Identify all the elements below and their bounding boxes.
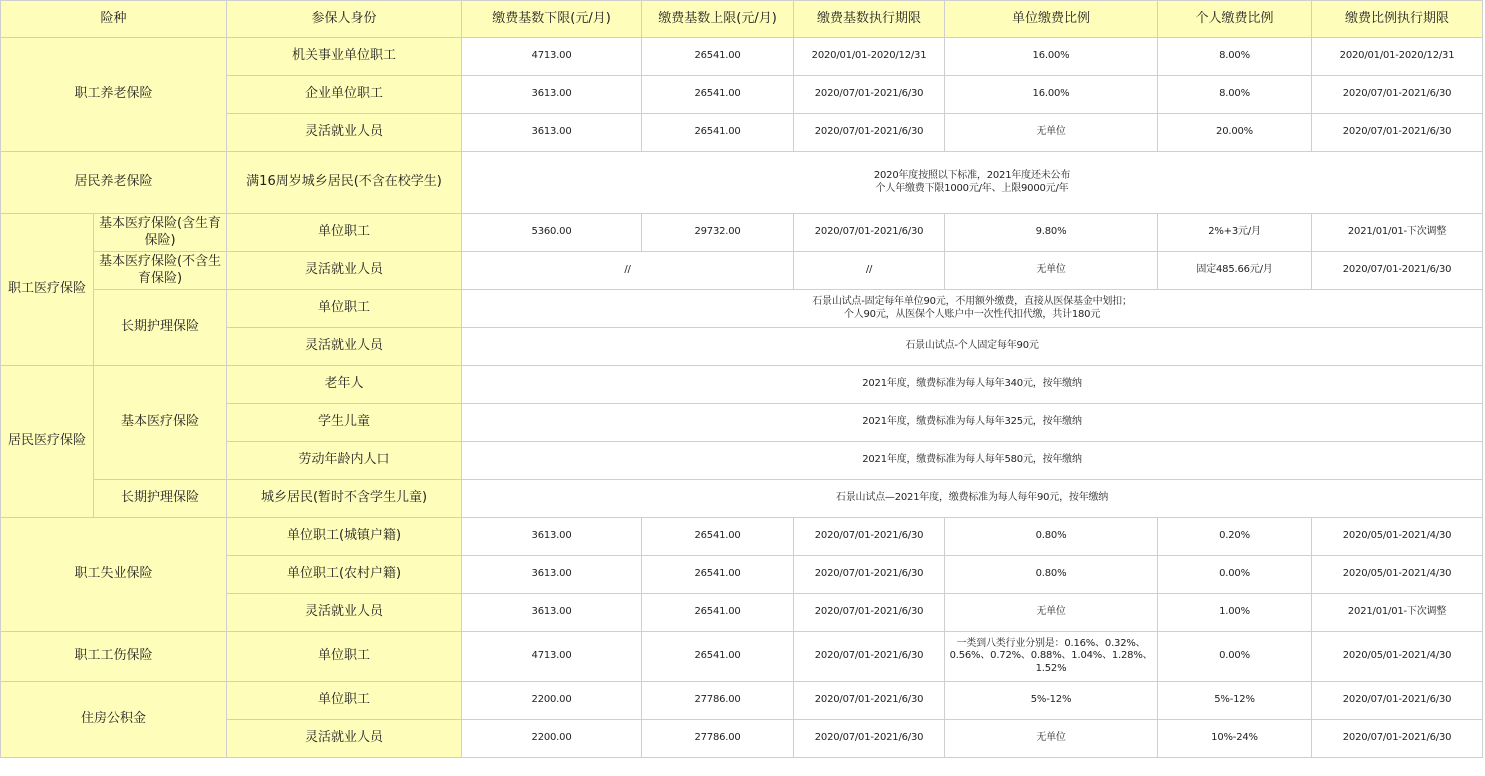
header-employer-rate: 单位缴费比例 (945, 1, 1158, 38)
identity-cell: 城乡居民(暂时不含学生儿童) (227, 480, 462, 518)
base-min-cell: 5360.00 (462, 214, 642, 252)
base-period-cell: // (794, 252, 945, 290)
personal-rate-cell: 0.00% (1158, 632, 1312, 682)
base-period-cell: 2020/01/01-2020/12/31 (794, 38, 945, 76)
employer-rate-cell: 无单位 (945, 114, 1158, 152)
identity-cell: 单位职工 (227, 290, 462, 328)
header-rate-period: 缴费比例执行期限 (1312, 1, 1483, 38)
sub-type-cell: 长期护理保险 (94, 480, 227, 518)
rate-period-cell: 2020/01/01-2020/12/31 (1312, 38, 1483, 76)
insurance-type-cell: 职工医疗保险 (1, 214, 94, 366)
base-period-cell: 2020/07/01-2021/6/30 (794, 594, 945, 632)
employer-rate-cell: 无单位 (945, 252, 1158, 290)
note-line: 个人90元，从医保个人账户中一次性代扣代缴，共计180元 (843, 308, 1101, 320)
identity-cell: 灵活就业人员 (227, 328, 462, 366)
note-cell (462, 152, 1483, 214)
rate-period-cell: 2020/07/01-2021/6/30 (1312, 76, 1483, 114)
employer-rate-cell: 无单位 (945, 720, 1158, 758)
personal-rate-cell: 0.00% (1158, 556, 1312, 594)
base-max-cell: 27786.00 (642, 682, 794, 720)
employer-rate-cell: 9.80% (945, 214, 1158, 252)
insurance-type-cell: 职工失业保险 (1, 518, 227, 632)
personal-rate-cell: 5%-12% (1158, 682, 1312, 720)
note-line: 2020年度按照以下标准，2021年度还未公布 (873, 170, 1071, 181)
personal-rate-cell: 2%+3元/月 (1158, 214, 1312, 252)
table-row (1, 480, 1483, 518)
rate-period-cell: 2021/01/01-下次调整 (1312, 594, 1483, 632)
insurance-type-cell: 居民医疗保险 (1, 366, 94, 518)
header-base-min: 缴费基数下限(元/月) (462, 1, 642, 38)
rate-period-cell: 2020/07/01-2021/6/30 (1312, 252, 1483, 290)
base-period-cell: 2020/07/01-2021/6/30 (794, 682, 945, 720)
personal-rate-cell: 8.00% (1158, 76, 1312, 114)
identity-cell: 老年人 (227, 366, 462, 404)
rate-period-cell: 2020/05/01-2021/4/30 (1312, 632, 1483, 682)
identity-cell: 单位职工 (227, 632, 462, 682)
identity-cell: 劳动年龄内人口 (227, 442, 462, 480)
note-cell (462, 290, 1483, 328)
identity-cell: 单位职工 (227, 682, 462, 720)
identity-cell: 单位职工 (227, 214, 462, 252)
employer-rate-cell: 16.00% (945, 38, 1158, 76)
employer-rate-cell: 无单位 (945, 594, 1158, 632)
sub-type-cell: 基本医疗保险 (94, 366, 227, 480)
employer-rate-line: 0.56%、0.72%、0.88%、1.04%、1.28%、 (949, 650, 1153, 662)
note-cell: 石景山试点—2021年度，缴费标准为每人每年90元，按年缴纳 (462, 480, 1483, 518)
employer-rate-cell: 5%-12% (945, 682, 1158, 720)
base-period-cell: 2020/07/01-2021/6/30 (794, 114, 945, 152)
personal-rate-cell: 10%-24% (1158, 720, 1312, 758)
note-cell: 2021年度，缴费标准为每人每年325元，按年缴纳 (462, 404, 1483, 442)
identity-cell: 机关事业单位职工 (227, 38, 462, 76)
sub-type-cell: 基本医疗保险(含生育保险) (94, 214, 227, 252)
note-line: 石景山试点-固定每年单位90元，不用额外缴费，直接从医保基金中划扣； (812, 296, 1132, 307)
table-row (1, 252, 1483, 290)
identity-cell: 灵活就业人员 (227, 114, 462, 152)
table-row (1, 366, 1483, 404)
insurance-type-cell: 住房公积金 (1, 682, 227, 758)
base-min-cell: 2200.00 (462, 682, 642, 720)
header-base-period: 缴费基数执行期限 (794, 1, 945, 38)
identity-cell: 学生儿童 (227, 404, 462, 442)
rate-period-cell: 2020/05/01-2021/4/30 (1312, 518, 1483, 556)
identity-cell: 单位职工(城镇户籍) (227, 518, 462, 556)
base-min-cell: 3613.00 (462, 76, 642, 114)
header-identity: 参保人身份 (227, 1, 462, 38)
base-max-cell: 26541.00 (642, 556, 794, 594)
base-max-cell: 26541.00 (642, 76, 794, 114)
base-min-cell: 3613.00 (462, 556, 642, 594)
employer-rate-line: 一类到八类行业分别是：0.16%、0.32%、 (956, 637, 1146, 649)
base-min-cell: 4713.00 (462, 38, 642, 76)
base-minmax-cell: // (462, 252, 794, 290)
table-row (1, 518, 1483, 556)
note-cell: 石景山试点-个人固定每年90元 (462, 328, 1483, 366)
note-cell: 2021年度，缴费标准为每人每年340元，按年缴纳 (462, 366, 1483, 404)
base-period-cell: 2020/07/01-2021/6/30 (794, 632, 945, 682)
note-line: 个人年缴费下限1000元/年、上限9000元/年 (875, 182, 1069, 194)
base-max-cell: 26541.00 (642, 38, 794, 76)
sub-type-cell: 基本医疗保险(不含生育保险) (94, 252, 227, 290)
employer-rate-cell: 0.80% (945, 556, 1158, 594)
identity-cell: 灵活就业人员 (227, 720, 462, 758)
personal-rate-cell: 8.00% (1158, 38, 1312, 76)
identity-cell: 满16周岁城乡居民(不含在校学生) (227, 152, 462, 214)
personal-rate-cell: 20.00% (1158, 114, 1312, 152)
identity-cell: 企业单位职工 (227, 76, 462, 114)
base-max-cell: 26541.00 (642, 114, 794, 152)
table-row (1, 38, 1483, 76)
rate-period-cell: 2020/07/01-2021/6/30 (1312, 114, 1483, 152)
base-period-cell: 2020/07/01-2021/6/30 (794, 76, 945, 114)
base-min-cell: 2200.00 (462, 720, 642, 758)
employer-rate-line: 1.52% (1035, 662, 1067, 674)
rate-period-cell: 2020/07/01-2021/6/30 (1312, 682, 1483, 720)
header-base-max: 缴费基数上限(元/月) (642, 1, 794, 38)
note-cell: 2021年度，缴费标准为每人每年580元，按年缴纳 (462, 442, 1483, 480)
personal-rate-cell: 0.20% (1158, 518, 1312, 556)
table-row (1, 682, 1483, 720)
rate-period-cell: 2020/05/01-2021/4/30 (1312, 556, 1483, 594)
table-row (1, 214, 1483, 252)
insurance-type-cell: 职工养老保险 (1, 38, 227, 152)
employer-rate-cell (945, 632, 1158, 682)
base-max-cell: 26541.00 (642, 632, 794, 682)
rate-period-cell: 2021/01/01-下次调整 (1312, 214, 1483, 252)
header-personal-rate: 个人缴费比例 (1158, 1, 1312, 38)
header-row (1, 1, 1483, 38)
insurance-type-cell: 居民养老保险 (1, 152, 227, 214)
sub-type-cell: 长期护理保险 (94, 290, 227, 366)
insurance-type-cell: 职工工伤保险 (1, 632, 227, 682)
base-period-cell: 2020/07/01-2021/6/30 (794, 556, 945, 594)
base-period-cell: 2020/07/01-2021/6/30 (794, 214, 945, 252)
base-max-cell: 26541.00 (642, 594, 794, 632)
base-min-cell: 3613.00 (462, 114, 642, 152)
personal-rate-cell: 固定485.66元/月 (1158, 252, 1312, 290)
table-row (1, 152, 1483, 214)
table-row (1, 632, 1483, 682)
table-row (1, 290, 1483, 328)
base-max-cell: 29732.00 (642, 214, 794, 252)
identity-cell: 单位职工(农村户籍) (227, 556, 462, 594)
base-min-cell: 4713.00 (462, 632, 642, 682)
base-max-cell: 26541.00 (642, 518, 794, 556)
identity-cell: 灵活就业人员 (227, 594, 462, 632)
base-min-cell: 3613.00 (462, 518, 642, 556)
rate-period-cell: 2020/07/01-2021/6/30 (1312, 720, 1483, 758)
base-max-cell: 27786.00 (642, 720, 794, 758)
base-min-cell: 3613.00 (462, 594, 642, 632)
employer-rate-cell: 0.80% (945, 518, 1158, 556)
identity-cell: 灵活就业人员 (227, 252, 462, 290)
base-period-cell: 2020/07/01-2021/6/30 (794, 720, 945, 758)
personal-rate-cell: 1.00% (1158, 594, 1312, 632)
header-insurance-type: 险种 (1, 1, 227, 38)
base-period-cell: 2020/07/01-2021/6/30 (794, 518, 945, 556)
employer-rate-cell: 16.00% (945, 76, 1158, 114)
